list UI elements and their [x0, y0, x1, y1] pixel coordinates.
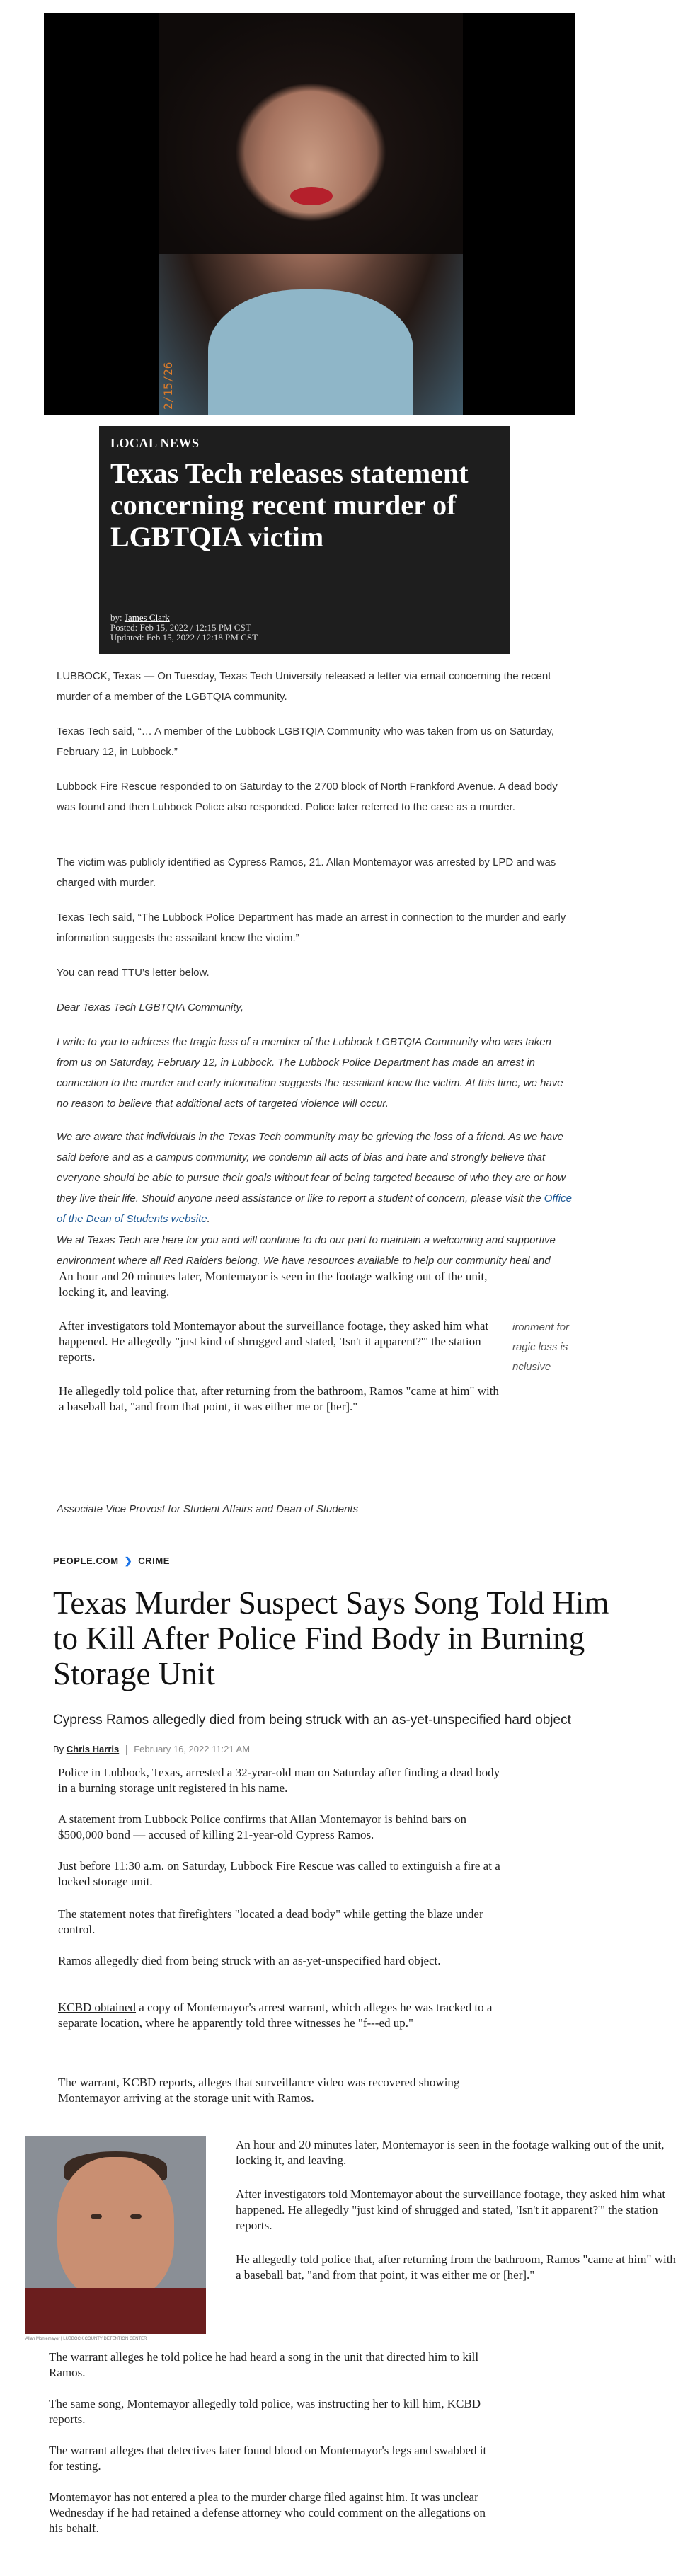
dean-of-students-link[interactable]: Office of the Dean of Students website [57, 1192, 572, 1225]
breadcrumb [53, 1556, 170, 1567]
article-paragraph: The same song, Montemayor allegedly told police, was instructing her to kill him, KCBD reports. [49, 2397, 481, 2426]
posted-date: Posted: Feb 15, 2022 / 12:15 PM CST [110, 622, 251, 633]
article-paragraph: The warrant, KCBD reports, alleges that surveillance video was recovered showing Montemayor arriving at the storage unit with Ramos. [58, 2076, 460, 2105]
byline: By Chris Harris February 16, 2022 11:21 AM [53, 1744, 251, 1754]
article-paragraph: The warrant alleges he told police he had heard a song in the unit that directed him to kill Ramos. [49, 2350, 479, 2379]
article-paragraph: Ramos allegedly died from being struck with an as-yet-unspecified hard object. [58, 1954, 441, 1967]
article-paragraph: He allegedly told police that, after returning from the bathroom, Ramos "came at him" with a baseball bat, "and from that point, it was either me or [her]." [236, 2253, 676, 2282]
article-paragraph: The statement notes that firefighters "located a dead body" while getting the blaze under control. [58, 1907, 483, 1936]
image-caption: Allan Montemayor | LUBBOCK COUNTY DETENTION CENTER [25, 2337, 147, 2341]
letter-paragraph: We at Texas Tech are here for you and will continue to do our part to maintain a welcoming and supportive environment where all Red Raiders belong. We have resources available to help our community heal and [57, 1234, 556, 1267]
byline-label: by: [110, 612, 122, 623]
article-paragraph: The warrant alleges that detectives later found blood on Montemayor's legs and swabbed it for testing. [49, 2444, 487, 2473]
letter-signature: Associate Vice Provost for Student Affairs and Dean of Students [57, 1503, 359, 1515]
letter-paragraph: We are aware that individuals in the Texas Tech community may be grieving the loss of a friend. As we have said before and as a campus community, we condemn all acts of bias and hate and strongly believe that everyone should be able to pursue their goals without fear of being targeted because of who they are or how they live their life. Should anyone need assistance or like to report a student of concern, please visit the Office of the Dean of Students website. [57, 1131, 572, 1225]
article-dek: Cypress Ramos allegedly died from being struck with an as-yet-unspecified hard object [53, 1713, 571, 1727]
victim-photo [159, 13, 463, 415]
article-paragraph: LUBBOCK, Texas — On Tuesday, Texas Tech University released a letter via email concerning the recent murder of a member of the LGBTQIA community. [57, 670, 551, 703]
author-link[interactable]: James Clark [124, 612, 170, 623]
letter-fragment: nclusive [512, 1361, 551, 1373]
publish-date: February 16, 2022 11:21 AM [134, 1744, 251, 1754]
overlay-paragraph: He allegedly told police that, after returning from the bathroom, Ramos "came at him" with a baseball bat, "and from that point, it was either me or [her]." [59, 1384, 499, 1413]
kcbd-link[interactable]: KCBD obtained [58, 2001, 137, 2014]
article-paragraph: You can read TTU’s letter below. [57, 967, 210, 979]
article-paragraph: Just before 11:30 a.m. on Saturday, Lubbock Fire Rescue was called to extinguish a fire at a locked storage unit. [58, 1859, 500, 1888]
updated-date: Updated: Feb 15, 2022 / 12:18 PM CST [110, 632, 258, 643]
letter-salutation: Dear Texas Tech LGBTQIA Community, [57, 1001, 243, 1013]
article-headline: Texas Murder Suspect Says Song Told Him to Kill After Police Find Body in Burning Storage Unit [53, 1585, 609, 1691]
article-paragraph: Texas Tech said, “The Lubbock Police Department has made an arrest in connection to the murder and early information suggests the assailant knew the victim.” [57, 912, 566, 944]
article-paragraph: KCBD obtained a copy of Montemayor's arrest warrant, which alleges he was tracked to a separate location, where he apparently told three witnesses he "f---ed up." [58, 2001, 493, 2030]
article-paragraph: Police in Lubbock, Texas, arrested a 32-year-old man on Saturday after finding a dead body in a burning storage unit registered in his name. [58, 1766, 500, 1795]
letter-fragment: ironment for [512, 1321, 570, 1333]
article-paragraph: Montemayor has not entered a plea to the murder charge filed against him. It was unclear Wednesday if he had retained a defense attorney who could comment on the allegations on his behalf. [49, 2490, 486, 2535]
mugshot-image [25, 2136, 206, 2334]
headline-card [99, 426, 510, 654]
overlay-paragraph: After investigators told Montemayor about the surveillance footage, they asked him what happened. He allegedly "just kind of shrugged and stated, 'Isn't it apparent?'" the station reports. [59, 1319, 489, 1364]
letter-paragraph: I write to you to address the tragic loss of a member of the Lubbock LGBTQIA Community who was taken from us on Saturday, February 12, in Lubbock. The Lubbock Police Department has made an arrest in connection to the murder and early information suggests the assailant knew the victim. At this time, we have no reason to believe that additional acts of targeted violence will occur. [57, 1036, 563, 1110]
photo-date-stamp: 2/15/26 [161, 362, 175, 410]
hero-image-frame [44, 13, 575, 415]
article-paragraph: The victim was publicly identified as Cypress Ramos, 21. Allan Montemayor was arrested by LPD and was charged with murder. [57, 856, 556, 889]
article-paragraph: After investigators told Montemayor about the surveillance footage, they asked him what happened. He allegedly "just kind of shrugged and stated, 'Isn't it apparent?'" the station reports. [236, 2187, 666, 2232]
article-paragraph: A statement from Lubbock Police confirms that Allan Montemayor is behind bars on $500,000 bond — accused of killing 21-year-old Cypress Ramos. [58, 1812, 466, 1841]
overlay-paragraph: An hour and 20 minutes later, Montemayor is seen in the footage walking out of the unit, locking it, and leaving. [59, 1270, 488, 1299]
breadcrumb-section[interactable]: CRIME [138, 1556, 171, 1566]
article-paragraph: Texas Tech said, “… A member of the Lubbock LGBTQIA Community who was taken from us on Saturday, February 12, in Lubbock.” [57, 725, 555, 758]
letter-clip [57, 1230, 573, 1271]
author-link[interactable]: Chris Harris [66, 1744, 120, 1754]
page-title: Texas Tech releases statement concerning recent murder of LGBTQIA victim [110, 457, 469, 553]
section-kicker[interactable]: LOCAL NEWS [110, 436, 200, 450]
article-paragraph: An hour and 20 minutes later, Montemayor is seen in the footage walking out of the unit, locking it, and leaving. [236, 2138, 665, 2167]
letter-fragment: ragic loss is [512, 1341, 568, 1353]
article-meta [110, 613, 258, 643]
breadcrumb-site[interactable]: PEOPLE.COM [53, 1556, 119, 1566]
chevron-right-icon: ❯ [124, 1556, 133, 1566]
article-paragraph: Lubbock Fire Rescue responded to on Saturday to the 2700 block of North Frankford Avenue. A dead body was found and then Lubbock Police also responded. Police later referred to the case as a murder. [57, 781, 558, 813]
